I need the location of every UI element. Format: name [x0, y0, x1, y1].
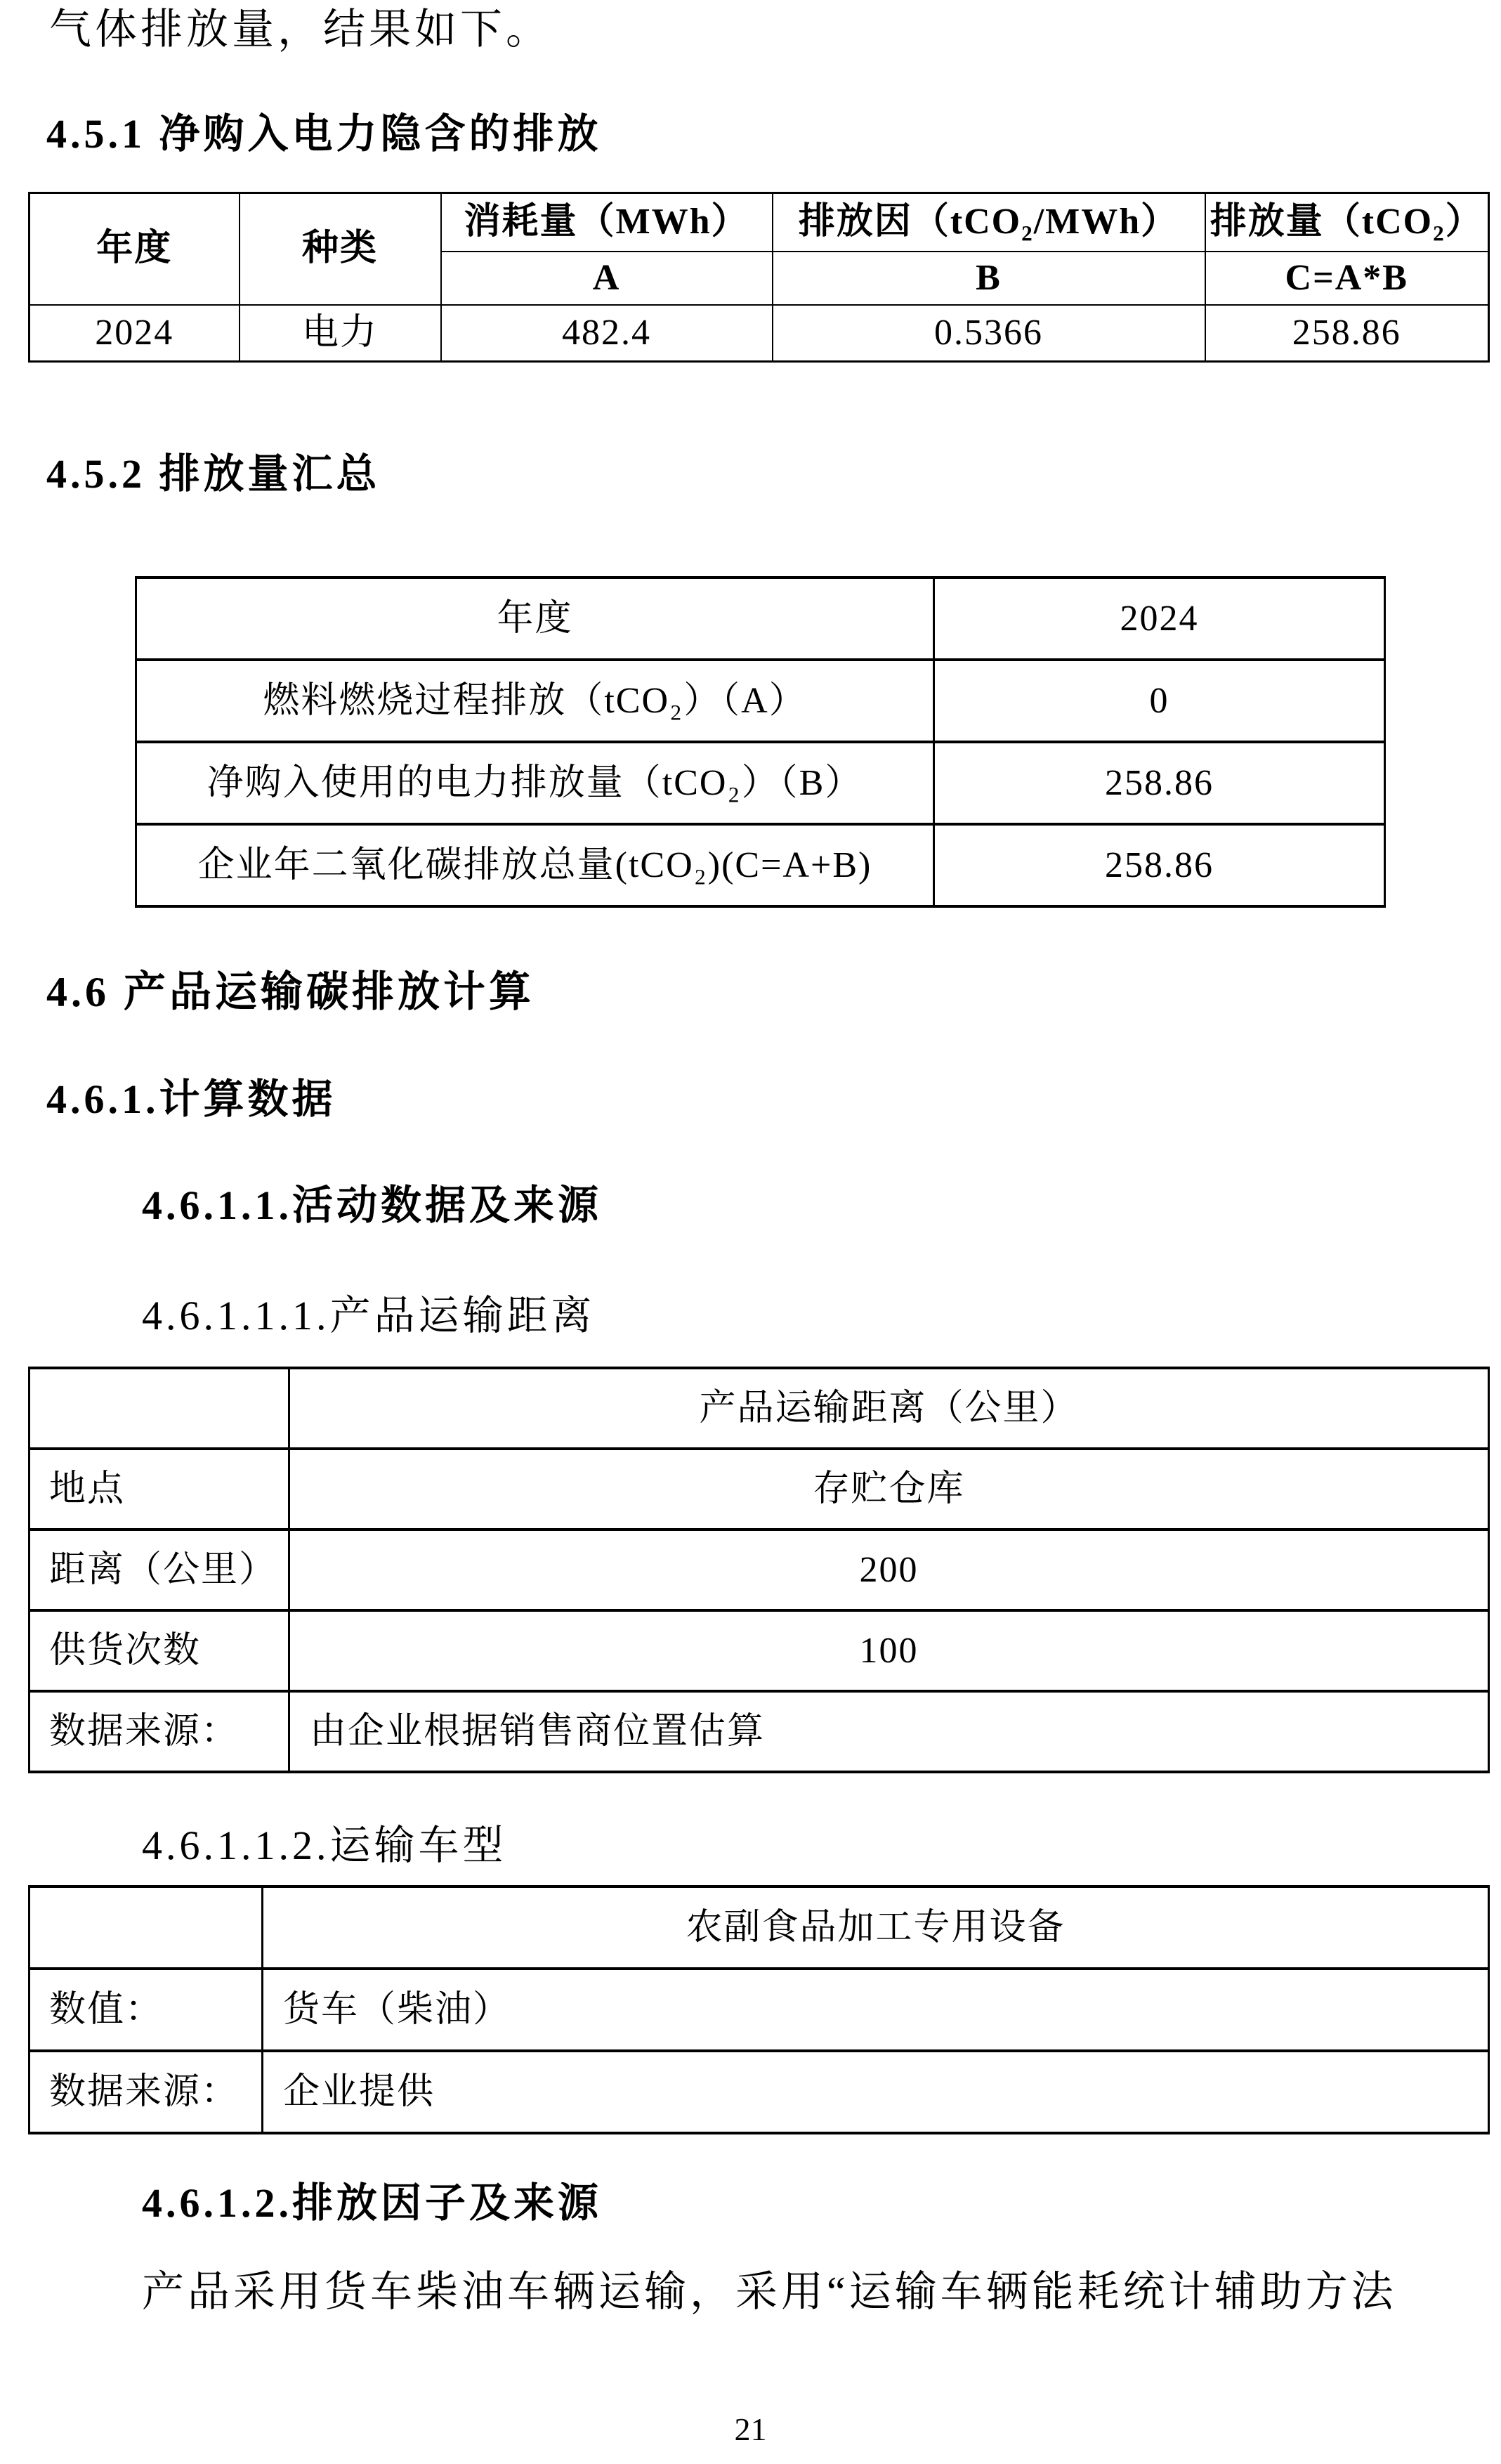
vehicle-type-table — [28, 1885, 1490, 2134]
t4-row-value: 货车（柴油） — [263, 1969, 1489, 2051]
t2-row-value: 0 — [934, 660, 1385, 742]
t4-empty-corner — [30, 1886, 263, 1969]
heading-4-5-1: 4.5.1 净购入电力隐含的排放 — [46, 111, 602, 157]
heading-4-6-1: 4.6.1.计算数据 — [46, 1076, 336, 1122]
page-number: 21 — [734, 2411, 767, 2447]
t1-header-type: 种类 — [240, 193, 441, 305]
t3-row-value: 由企业根据销售商位置估算 — [289, 1691, 1489, 1772]
heading-4-5-2: 4.5.2 排放量汇总 — [46, 451, 381, 497]
heading-4-6-1-1-2: 4.6.1.1.2.运输车型 — [142, 1823, 507, 1868]
t1-cell-c: 258.86 — [1205, 305, 1489, 362]
heading-4-6-1-1: 4.6.1.1.活动数据及来源 — [142, 1182, 603, 1228]
t4-row-value: 企业提供 — [263, 2051, 1489, 2133]
t1-header-year: 年度 — [30, 193, 240, 305]
t4-row-label: 数值： — [30, 1969, 263, 2051]
t3-row-label: 距离（公里） — [30, 1530, 289, 1610]
t3-row-label: 地点 — [30, 1449, 289, 1530]
t2-row-value: 258.86 — [934, 824, 1385, 906]
t1-header-consumption: 消耗量（MWh） — [441, 193, 773, 252]
electricity-emission-table — [28, 192, 1490, 363]
t3-row-label: 供货次数 — [30, 1610, 289, 1691]
t4-header: 农副食品加工专用设备 — [263, 1886, 1489, 1969]
t3-row-value: 存贮仓库 — [289, 1449, 1489, 1530]
t1-cell-b: 0.5366 — [773, 305, 1205, 362]
t4-row-label: 数据来源： — [30, 2051, 263, 2133]
heading-4-6-1-1-1: 4.6.1.1.1.产品运输距离 — [142, 1293, 596, 1338]
t1-header-c: C=A*B — [1205, 252, 1489, 305]
t2-row-value: 258.86 — [934, 742, 1385, 824]
heading-4-6: 4.6 产品运输碳排放计算 — [46, 969, 535, 1015]
intro-line: 气体排放量，结果如下。 — [49, 6, 551, 53]
t2-row-label: 企业年二氧化碳排放总量(tCO₂)(C=A+B) — [136, 824, 934, 906]
t2-row-label: 年度 — [136, 578, 934, 660]
transport-distance-table — [28, 1367, 1490, 1773]
t3-row-label: 数据来源： — [30, 1691, 289, 1772]
t1-header-b: B — [773, 252, 1205, 305]
t1-cell-a: 482.4 — [441, 305, 773, 362]
t2-row-label: 燃料燃烧过程排放（tCO₂）（A） — [136, 660, 934, 742]
t3-header: 产品运输距离（公里） — [289, 1368, 1489, 1449]
t3-row-value: 200 — [289, 1530, 1489, 1610]
t2-row-label: 净购入使用的电力排放量（tCO₂）（B） — [136, 742, 934, 824]
t1-cell-type: 电力 — [240, 305, 441, 362]
t1-header-factor: 排放因（tCO₂/MWh） — [773, 193, 1205, 252]
body-paragraph: 产品采用货车柴油车辆运输，采用“运输车辆能耗统计辅助方法 — [142, 2269, 1397, 2315]
t1-cell-year: 2024 — [30, 305, 240, 362]
t1-header-emission: 排放量（tCO₂） — [1205, 193, 1489, 252]
t2-row-value: 2024 — [934, 578, 1385, 660]
t3-row-value: 100 — [289, 1610, 1489, 1691]
emission-summary-table — [135, 576, 1386, 908]
heading-4-6-1-2: 4.6.1.2.排放因子及来源 — [142, 2180, 603, 2226]
t3-empty-corner — [30, 1368, 289, 1449]
t1-header-a: A — [441, 252, 773, 305]
